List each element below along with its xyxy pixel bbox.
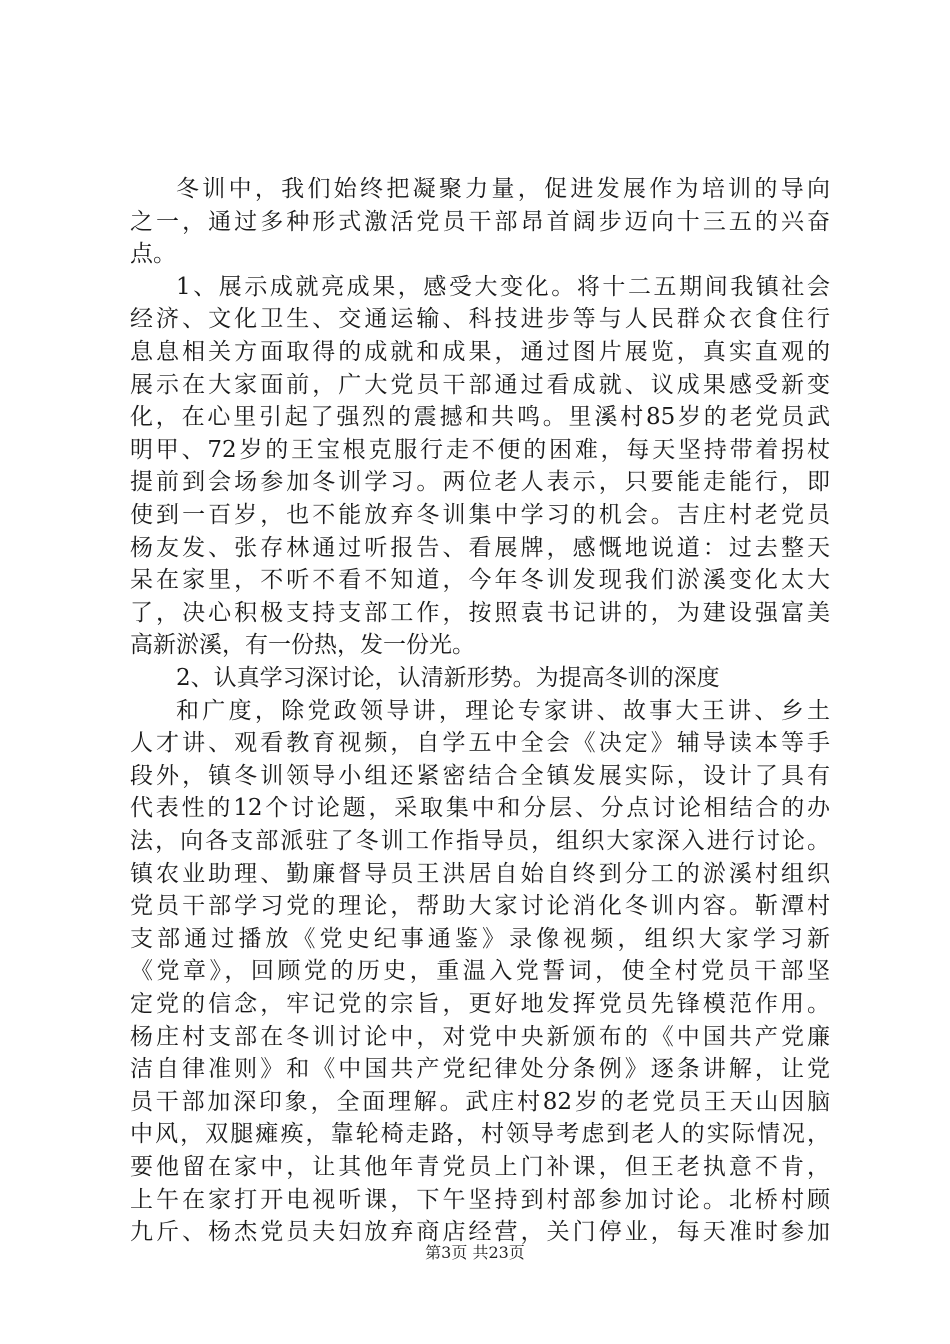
text-line: 明甲、72岁的王宝根克服行走不便的困难，每天坚持带着拐杖 [130,436,830,463]
text-line: 法，向各支部派驻了冬训工作指导员，组织大家深入进行讨论。 [130,828,830,854]
text-line: 息息相关方面取得的成就和成果，通过图片展览，真实直观的 [130,339,830,365]
text-line: 党员干部学习党的理论，帮助大家讨论消化冬训内容。靳潭村 [130,893,830,920]
text-line: 使到一百岁，也不能放弃冬训集中学习的机会。吉庄村老党员 [130,502,830,528]
text-line: 2、认真学习深讨论，认清新形势。为提高冬训的深度 [176,665,720,691]
text-line: 段外，镇冬训领导小组还紧密结合全镇发展实际，设计了具有 [130,762,830,789]
text-line: 定党的信念，牢记党的宗旨，更好地发挥党员先锋模范作用。 [130,991,830,1017]
text-line: 点。 [130,241,176,268]
text-line: 员干部加深印象，全面理解。武庄村82岁的老党员王天山因脑 [130,1088,830,1115]
text-line: 经济、文化卫生、交通运输、科技进步等与人民群众衣食住行 [130,306,830,333]
text-line: 1、展示成就亮成果，感受大变化。将十二五期间我镇社会 [176,273,830,300]
text-line: 《党章》，回顾党的历史，重温入党誓词，使全村党员干部坚 [130,958,830,985]
text-line: 代表性的12个讨论题，采取集中和分层、分点讨论相结合的办 [130,795,830,822]
text-line: 支部通过播放《党史纪事通鉴》录像视频，组织大家学习新 [130,925,830,952]
text-line: 展示在大家面前，广大党员干部通过看成就、议成果感受新变 [130,371,830,398]
text-line: 化，在心里引起了强烈的震撼和共鸣。里溪村85岁的老党员武 [130,404,830,431]
text-line: 提前到会场参加冬训学习。两位老人表示，只要能走能行，即 [130,469,830,496]
text-line: 人才讲、观看教育视频，自学五中全会《决定》辅导读本等手 [130,730,830,757]
text-line: 高新淤溪，有一份热，发一份光。 [130,632,475,659]
text-line: 洁自律准则》和《中国共产党纪律处分条例》逐条讲解，让党 [130,1056,830,1083]
text-line: 中风，双腿瘫痪，靠轮椅走路，村领导考虑到老人的实际情况， [130,1121,830,1148]
text-line: 上午在家打开电视听课，下午坚持到村部参加讨论。北桥村顾 [130,1186,830,1213]
text-line: 呆在家里，不听不看不知道，今年冬训发现我们淤溪变化太大 [130,567,830,594]
text-line: 镇农业助理、勤廉督导员王洪居自始自终到分工的淤溪村组织 [130,860,830,887]
text-line: 冬训中，我们始终把凝聚力量，促进发展作为培训的导向 [176,176,830,202]
text-line: 了，决心积极支持支部工作，按照袁书记讲的，为建设强富美 [130,599,830,626]
text-line: 杨友发、张存林通过听报告、看展牌，感慨地说道：过去整天 [130,534,830,561]
text-line: 要他留在家中，让其他年青党员上门补课，但王老执意不肯， [130,1154,830,1180]
text-line: 之一，通过多种形式激活党员干部昂首阔步迈向十三五的兴奋 [130,208,830,235]
text-line: 和广度，除党政领导讲，理论专家讲、故事大王讲、乡土 [176,697,830,724]
text-line: 九斤、杨杰党员夫妇放弃商店经营，关门停业，每天准时参加 [130,1219,830,1246]
text-line: 杨庄村支部在冬训讨论中，对党中央新颁布的《中国共产党廉 [130,1023,830,1050]
page-footer: 第3页 共23页 [425,1243,525,1262]
